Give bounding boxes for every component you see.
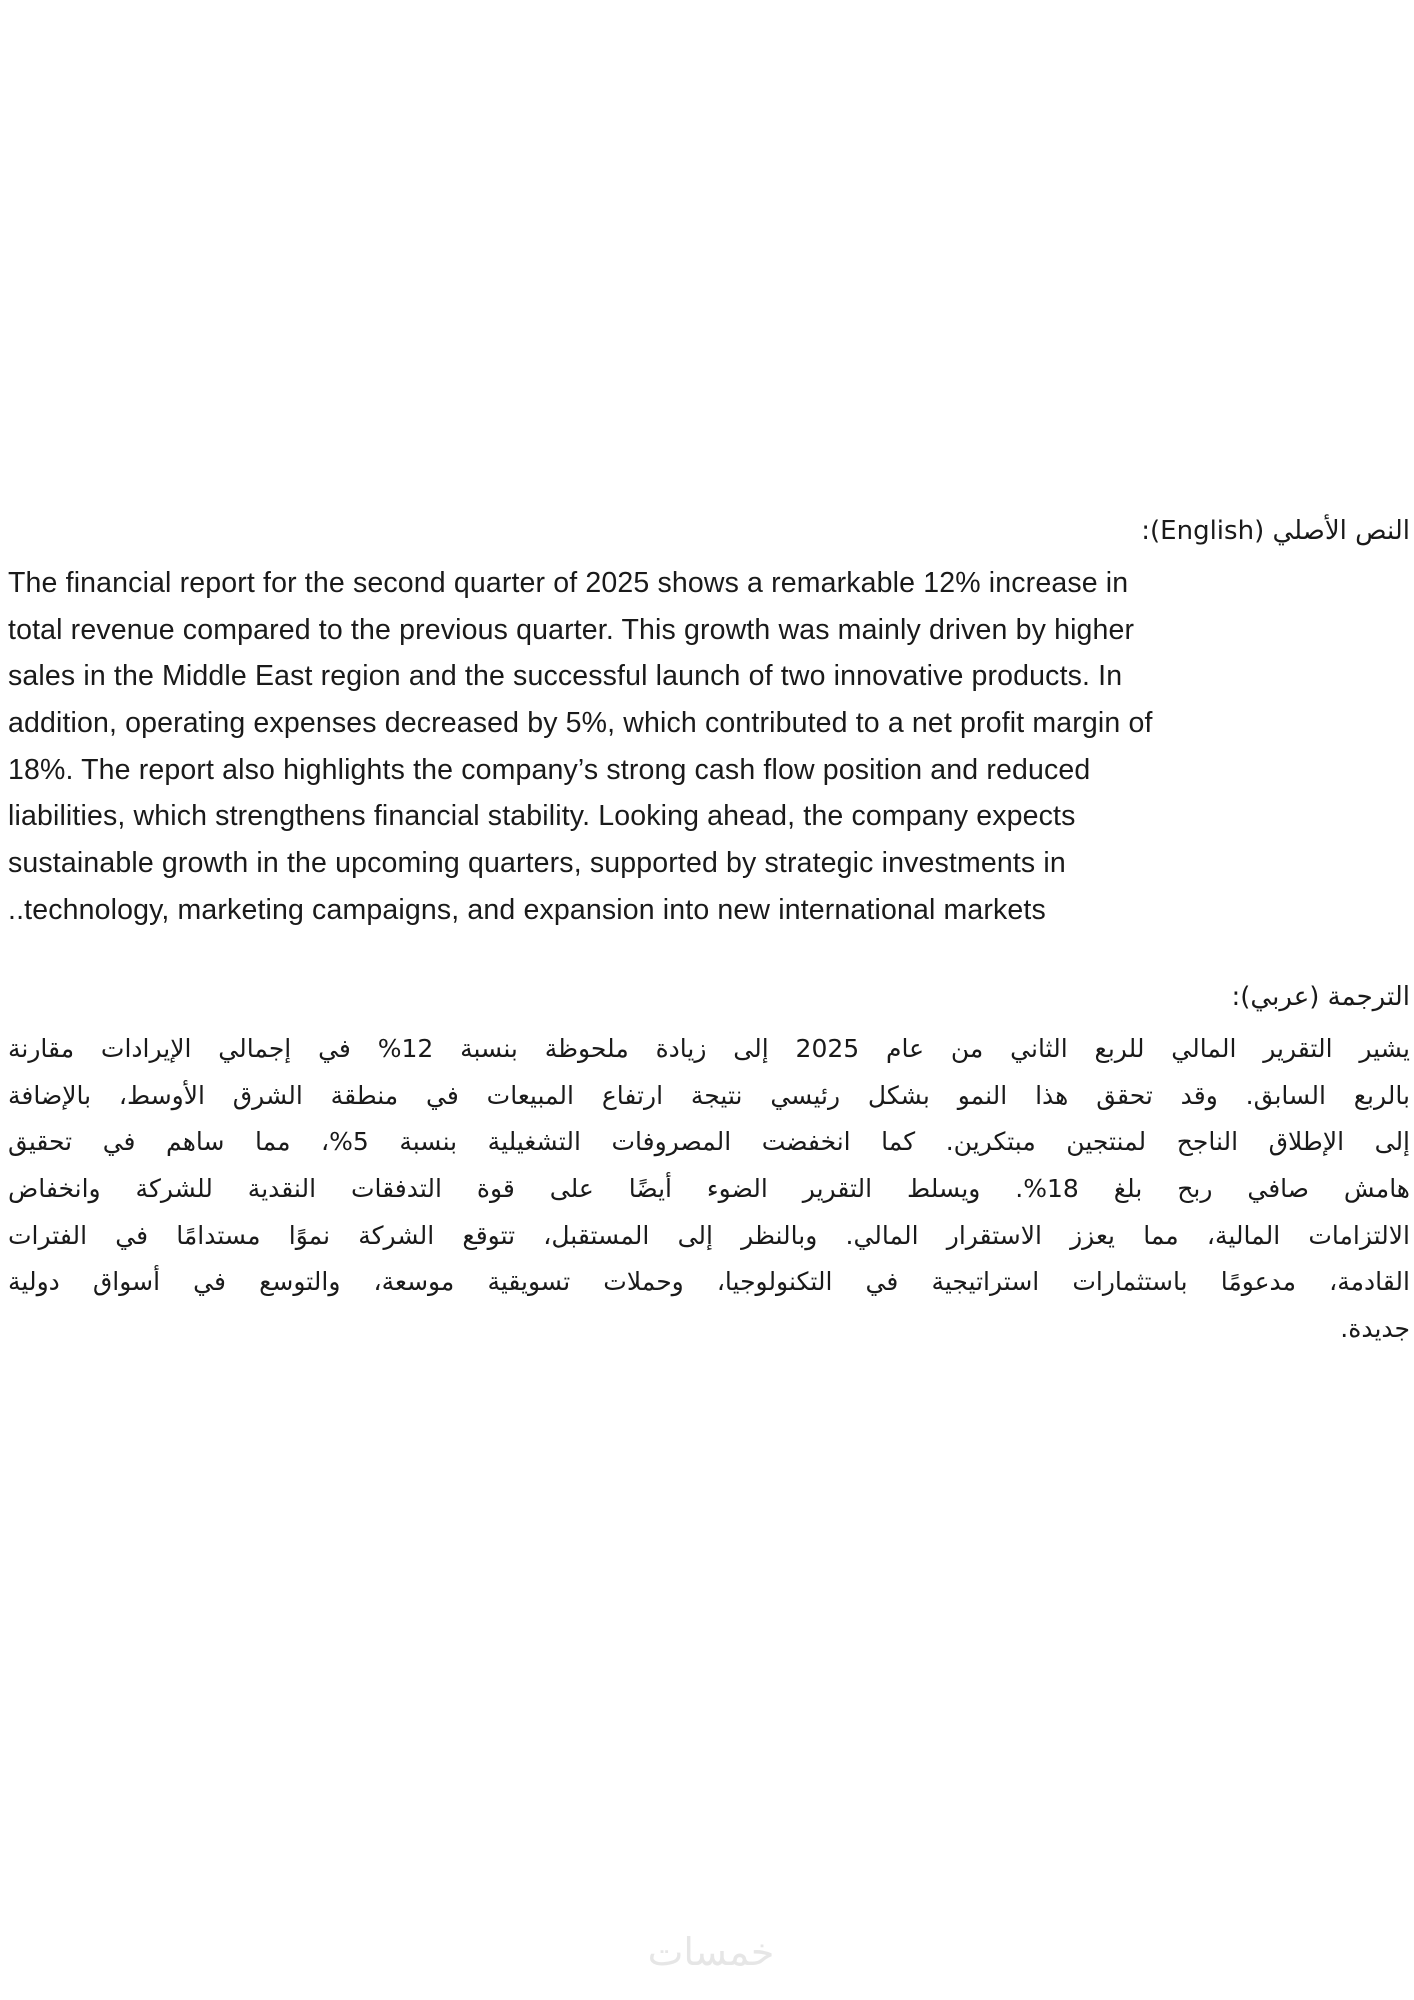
english-line: ..technology, marketing campaigns, and expansion into new international markets [8, 893, 1046, 926]
english-section-heading: النص الأصلي (English): [1141, 516, 1410, 546]
arabic-line: هامش صافي ربح بلغ 18%. ويسلط التقرير الضوء أيضًا على قوة التدفقات النقدية للشركة وانخفاض [8, 1174, 1410, 1204]
arabic-line: القادمة، مدعومًا باستثمارات استراتيجية في التكنولوجيا، وحملات تسويقية موسعة، والتوسع في أسواق دولية [8, 1267, 1410, 1297]
arabic-line: الالتزامات المالية، مما يعزز الاستقرار المالي. وبالنظر إلى المستقبل، تتوقع الشركة نموًا مستدامًا في الفترات [8, 1220, 1410, 1250]
english-line: 18%. The report also highlights the company’s strong cash flow position and reduced [8, 753, 1091, 786]
english-paragraph [8, 560, 1408, 934]
arabic-line: إلى الإطلاق الناجح لمنتجين مبتكرين. كما انخفضت المصروفات التشغيلية بنسبة 5%، مما ساهم في تحقيق [8, 1127, 1411, 1157]
watermark-logo: خمسات [647, 1930, 775, 1974]
arabic-paragraph [8, 1026, 1410, 1353]
arabic-line: يشير التقرير المالي للربع الثاني من عام 2025 إلى زيادة ملحوظة بنسبة 12% في إجمالي الإيرادات مقارنة [8, 1034, 1410, 1063]
english-line: total revenue compared to the previous quarter. This growth was mainly driven by higher [8, 613, 1135, 646]
english-line: addition, operating expenses decreased by 5%, which contributed to a net profit margin of [8, 707, 1153, 740]
arabic-line: جديدة. [1340, 1314, 1410, 1344]
arabic-line: بالربع السابق. وقد تحقق هذا النمو بشكل رئيسي نتيجة ارتفاع المبيعات في منطقة الشرق الأوسط، بالإضافة [8, 1080, 1410, 1110]
english-line: liabilities, which strengthens financial stability. Looking ahead, the company expects [8, 800, 1076, 833]
english-line: The financial report for the second quarter of 2025 shows a remarkable 12% increase in [8, 567, 1129, 599]
english-line: sustainable growth in the upcoming quarters, supported by strategic investments in [8, 847, 1066, 880]
arabic-section-heading: الترجمة (عربي): [1231, 982, 1410, 1012]
english-line: sales in the Middle East region and the successful launch of two innovative products. In [8, 660, 1123, 693]
